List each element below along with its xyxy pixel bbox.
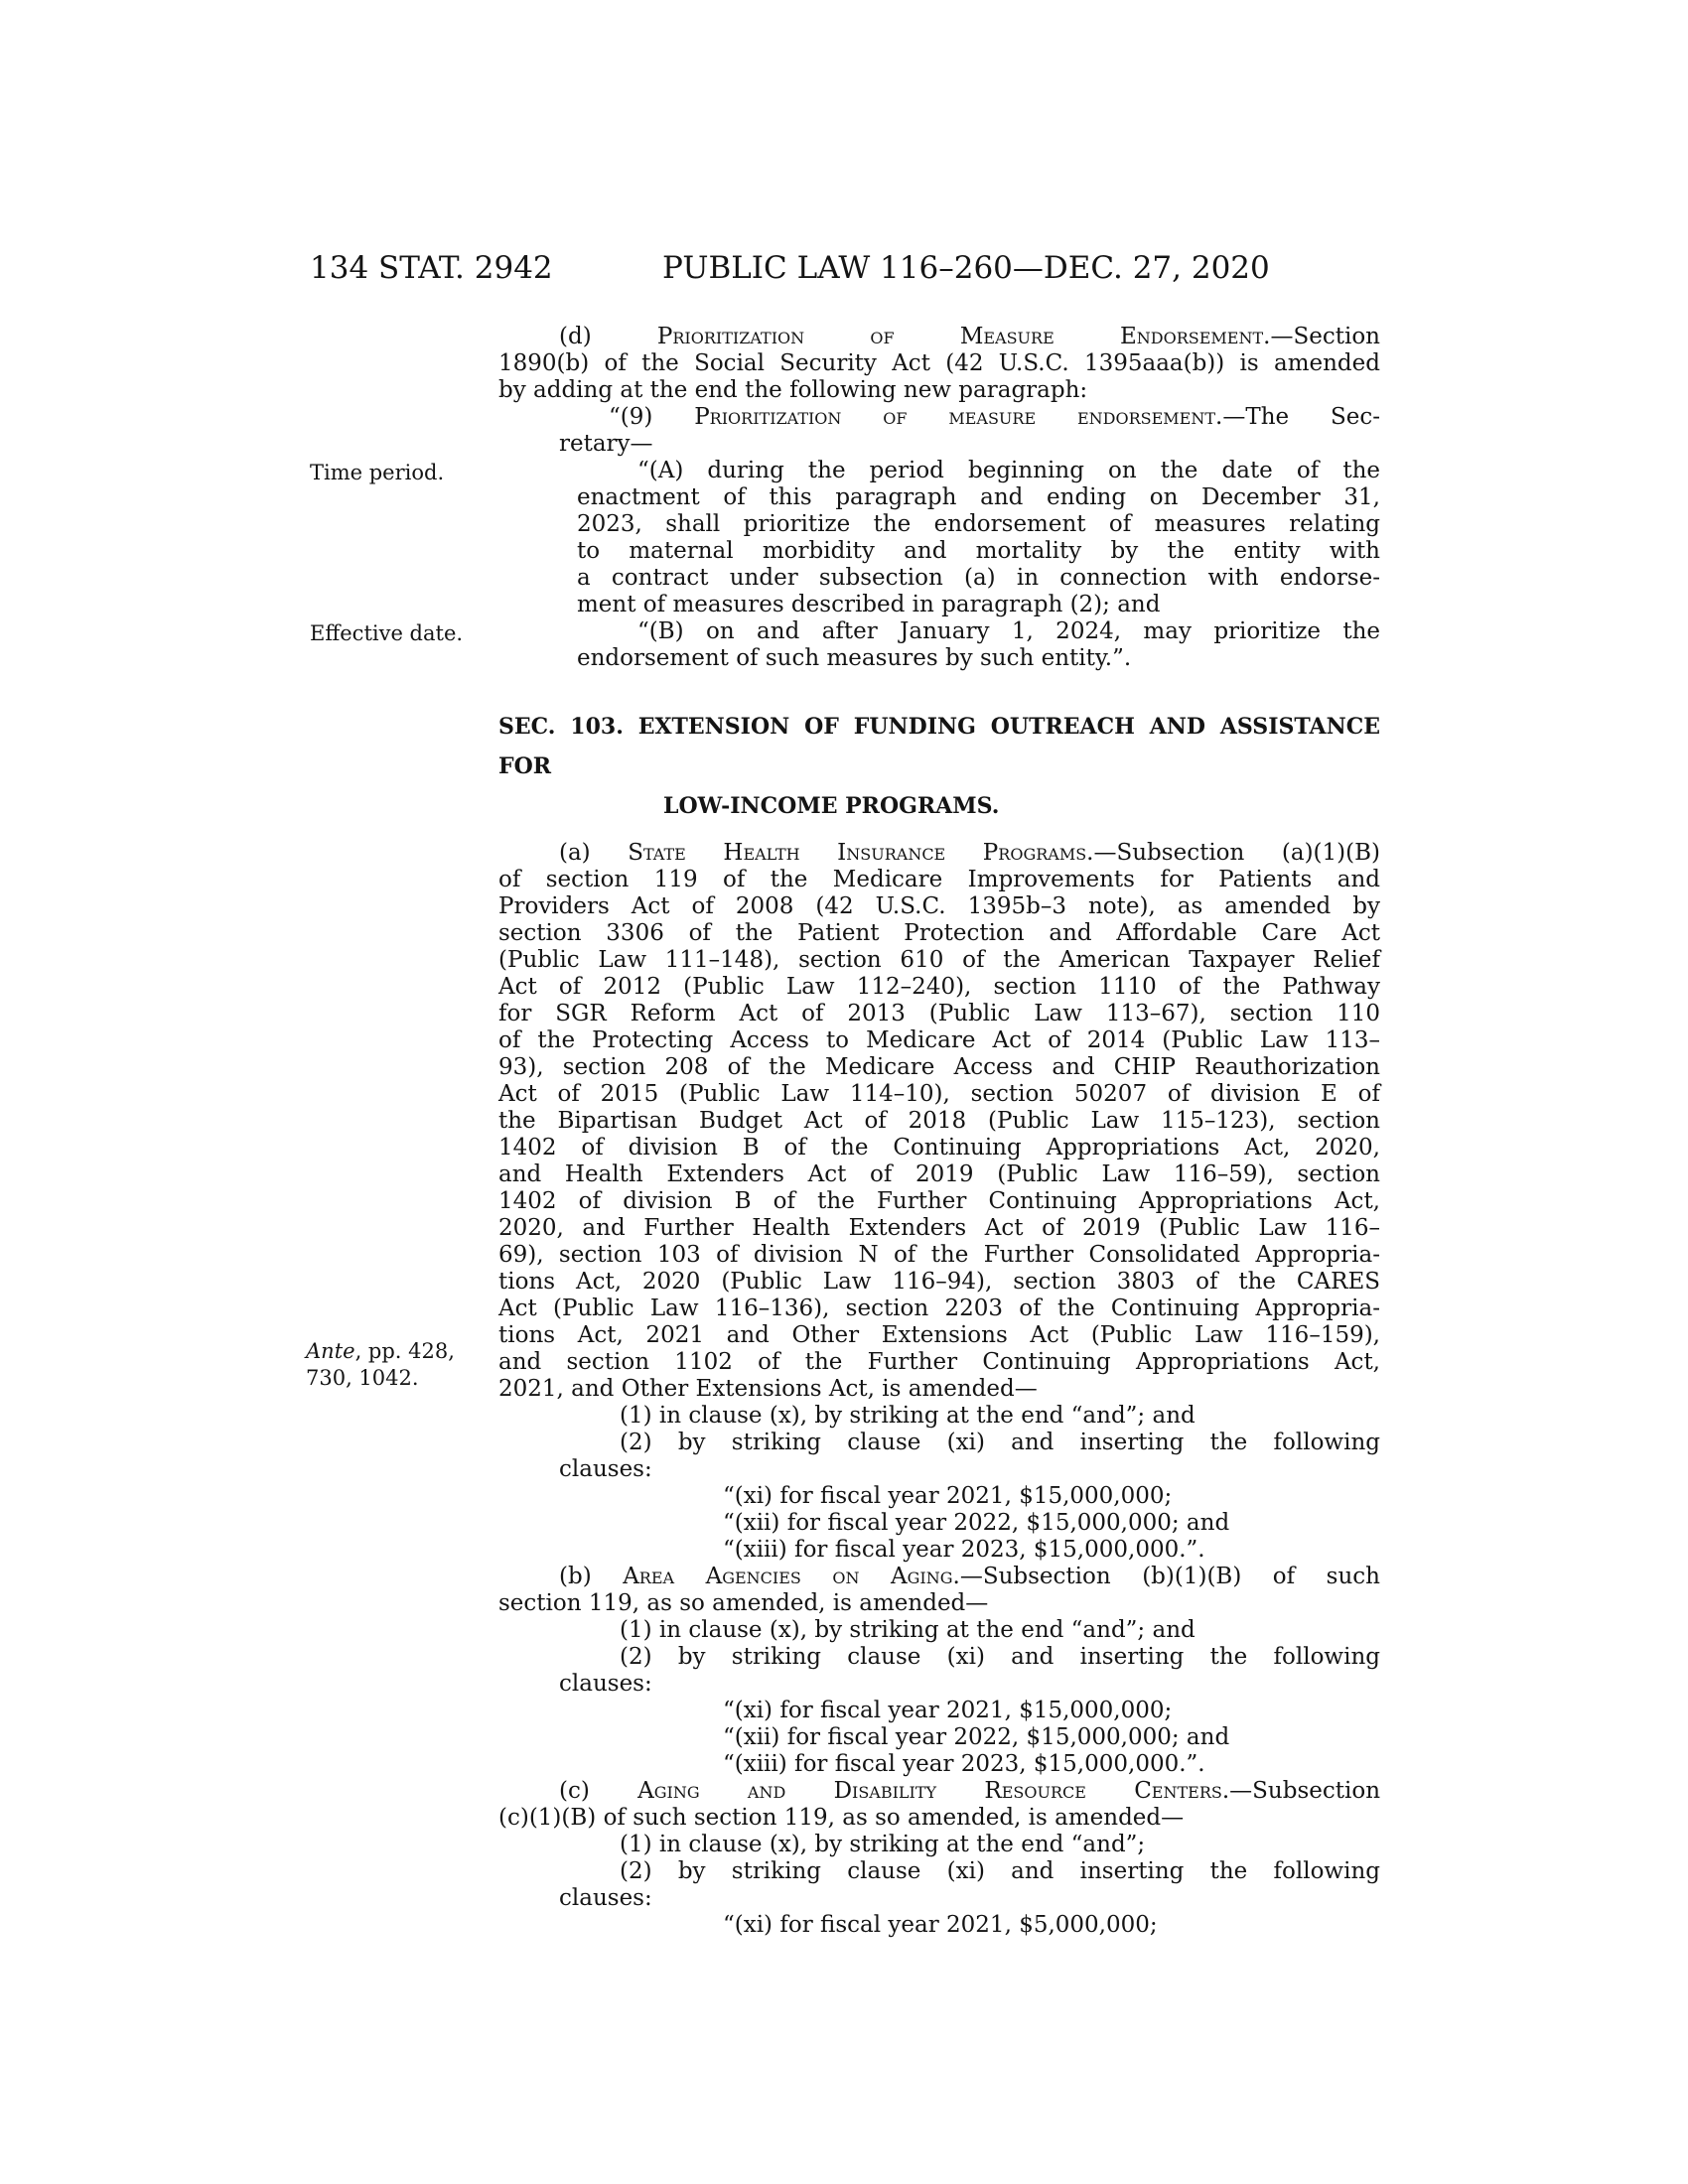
text-line xyxy=(559,1778,1380,1805)
margin-note-time-period: Time period. xyxy=(310,461,445,484)
text-line: (c)(1)(B) of such section 119, as so amended, is amended— xyxy=(498,1805,1185,1831)
text-line: “(A) during the period beginning on the date of the xyxy=(637,458,1380,483)
text-segment: .—Subsection (b)(1)(B) of such xyxy=(952,1564,1380,1589)
section-heading-line-2: LOW-INCOME PROGRAMS. xyxy=(663,793,1000,819)
quoted-clause-xi: “(xi) for fiscal year 2021, $15,000,000; xyxy=(723,1483,1173,1509)
text-line: and Health Extenders Act of 2019 (Public Law 116–59), section xyxy=(498,1161,1380,1187)
text-line: clauses: xyxy=(559,1671,652,1697)
clause-2-amendment: (2) by striking clause (xi) and inserting the following xyxy=(620,1644,1380,1670)
text-line: section 119, as so amended, is amended— xyxy=(498,1590,989,1616)
subsection-c xyxy=(498,1778,1380,1939)
text-line: by adding at the end the following new paragraph: xyxy=(498,377,1088,403)
paragraph-9-heading: Prioritization of measure endorsement xyxy=(694,404,1216,430)
enum-d: (d) xyxy=(559,324,657,349)
text-line: section 3306 of the Patient Protection and Affordable Care Act xyxy=(498,920,1380,946)
section-heading-line-1: SEC. 103. EXTENSION OF FUNDING OUTREACH AND ASSISTANCE FOR xyxy=(498,714,1380,779)
text-line: 2023, shall prioritize the endorsement of measures relating xyxy=(577,511,1380,537)
ante-pages: , pp. 428, xyxy=(354,1339,455,1363)
quoted-clause-xi: “(xi) for fiscal year 2021, $15,000,000; xyxy=(723,1698,1173,1723)
text-line: tions Act, 2020 (Public Law 116–94), section 3803 of the CARES xyxy=(498,1269,1380,1295)
text-line: clauses: xyxy=(559,1885,652,1911)
text-segment: .—Section xyxy=(1263,324,1380,349)
enum-b: (b) xyxy=(559,1564,624,1589)
subparagraph-B xyxy=(498,618,1380,672)
text-line xyxy=(609,404,1380,431)
quoted-clause-xii: “(xii) for fiscal year 2022, $15,000,000; and xyxy=(723,1510,1230,1536)
quoted-clause-xi: “(xi) for fiscal year 2021, $5,000,000; xyxy=(723,1912,1158,1938)
text-line: Act of 2015 (Public Law 114–10), section 50207 of division E of xyxy=(498,1081,1380,1107)
subsection-a-heading: State Health Insurance Programs xyxy=(628,840,1087,866)
paragraph-9 xyxy=(498,404,1380,458)
text-segment: .—Subsection xyxy=(1221,1778,1381,1804)
ante-pages-line2: 730, 1042. xyxy=(306,1366,419,1390)
text-segment: .—The Sec- xyxy=(1215,404,1380,430)
clause-1-amendment: (1) in clause (x), by striking at the end “and”; and xyxy=(620,1617,1196,1643)
text-line: 2020, and Further Health Extenders Act of 2019 (Public Law 116– xyxy=(498,1215,1380,1241)
clause-1-amendment: (1) in clause (x), by striking at the end “and”; xyxy=(620,1832,1146,1857)
enum-c: (c) xyxy=(559,1778,638,1804)
text-line: clauses: xyxy=(559,1456,652,1482)
text-line: of section 119 of the Medicare Improvements for Patients and xyxy=(498,867,1380,892)
text-line: a contract under subsection (a) in connection with endorse- xyxy=(577,565,1380,591)
subsection-d-heading: Prioritization of Measure Endorsement xyxy=(656,324,1264,349)
text-line: to maternal morbidity and mortality by the entity with xyxy=(577,538,1380,564)
stat-page-number: 134 STAT. 2942 xyxy=(310,250,553,286)
text-line xyxy=(559,840,1380,867)
text-line: 1402 of division B of the Continuing Appropriations Act, 2020, xyxy=(498,1135,1380,1160)
text-line xyxy=(559,1564,1380,1590)
text-line: enactment of this paragraph and ending on December 31, xyxy=(577,484,1380,510)
clause-2-amendment: (2) by striking clause (xi) and inserting the following xyxy=(620,1858,1380,1884)
quoted-clause-xii: “(xii) for fiscal year 2022, $15,000,000; and xyxy=(723,1724,1230,1750)
clause-1-amendment: (1) in clause (x), by striking at the end “and”; and xyxy=(620,1403,1196,1429)
text-line: Providers Act of 2008 (42 U.S.C. 1395b–3 note), as amended by xyxy=(498,893,1380,919)
section-103-heading xyxy=(498,707,1380,826)
text-line: 1402 of division B of the Further Continuing Appropriations Act, xyxy=(498,1188,1380,1214)
enum-a: (a) xyxy=(559,840,629,866)
text-line: 69), section 103 of division N of the Further Consolidated Appropria- xyxy=(498,1242,1380,1268)
text-line: Act of 2012 (Public Law 112–240), section 1110 of the Pathway xyxy=(498,974,1380,1000)
quoted-clause-xiii: “(xiii) for fiscal year 2023, $15,000,000.”. xyxy=(723,1751,1205,1777)
text-line: 1890(b) of the Social Security Act (42 U.S.C. 1395aaa(b)) is amended xyxy=(498,350,1380,376)
text-segment: .—Subsection (a)(1)(B) xyxy=(1086,840,1380,866)
subsection-b xyxy=(498,1564,1380,1778)
text-line: “(B) on and after January 1, 2024, may prioritize the xyxy=(637,618,1380,644)
text-line: 93), section 208 of the Medicare Access and CHIP Reauthorization xyxy=(498,1054,1380,1080)
margin-note-effective-date: Effective date. xyxy=(310,621,464,645)
text-line xyxy=(559,324,1380,350)
public-law-running-head: PUBLIC LAW 116–260—DEC. 27, 2020 xyxy=(662,250,1270,286)
margin-note-ante-reference xyxy=(306,1338,494,1392)
subparagraph-A xyxy=(498,458,1380,618)
text-line: and section 1102 of the Further Continuing Appropriations Act, xyxy=(498,1349,1380,1375)
subsection-d xyxy=(498,324,1380,404)
subsection-a xyxy=(498,840,1380,1564)
ante-italic: Ante xyxy=(306,1339,355,1363)
clause-2-amendment: (2) by striking clause (xi) and inserting the following xyxy=(620,1430,1380,1455)
text-line: endorsement of such measures by such entity.”. xyxy=(577,645,1132,671)
subsection-b-heading: Area Agencies on Aging xyxy=(623,1564,953,1589)
text-line: tions Act, 2021 and Other Extensions Act (Public Law 116–159), xyxy=(498,1322,1380,1348)
text-line: the Bipartisan Budget Act of 2018 (Public Law 115–123), section xyxy=(498,1108,1380,1134)
subsection-c-heading: Aging and Disability Resource Centers xyxy=(637,1778,1222,1804)
text-line: Act (Public Law 116–136), section 2203 of the Continuing Appropria- xyxy=(498,1296,1380,1321)
text-line: ment of measures described in paragraph (2); and xyxy=(577,592,1161,617)
enum-9: “(9) xyxy=(609,404,695,430)
text-line: retary— xyxy=(559,431,653,457)
text-line: of the Protecting Access to Medicare Act of 2014 (Public Law 113– xyxy=(498,1027,1380,1053)
text-line: 2021, and Other Extensions Act, is amended— xyxy=(498,1376,1038,1402)
quoted-clause-xiii: “(xiii) for fiscal year 2023, $15,000,000.”. xyxy=(723,1537,1205,1563)
statute-text-column xyxy=(498,324,1380,1939)
text-line: for SGR Reform Act of 2013 (Public Law 113–67), section 110 xyxy=(498,1001,1380,1026)
text-line: (Public Law 111–148), section 610 of the American Taxpayer Relief xyxy=(498,947,1380,973)
